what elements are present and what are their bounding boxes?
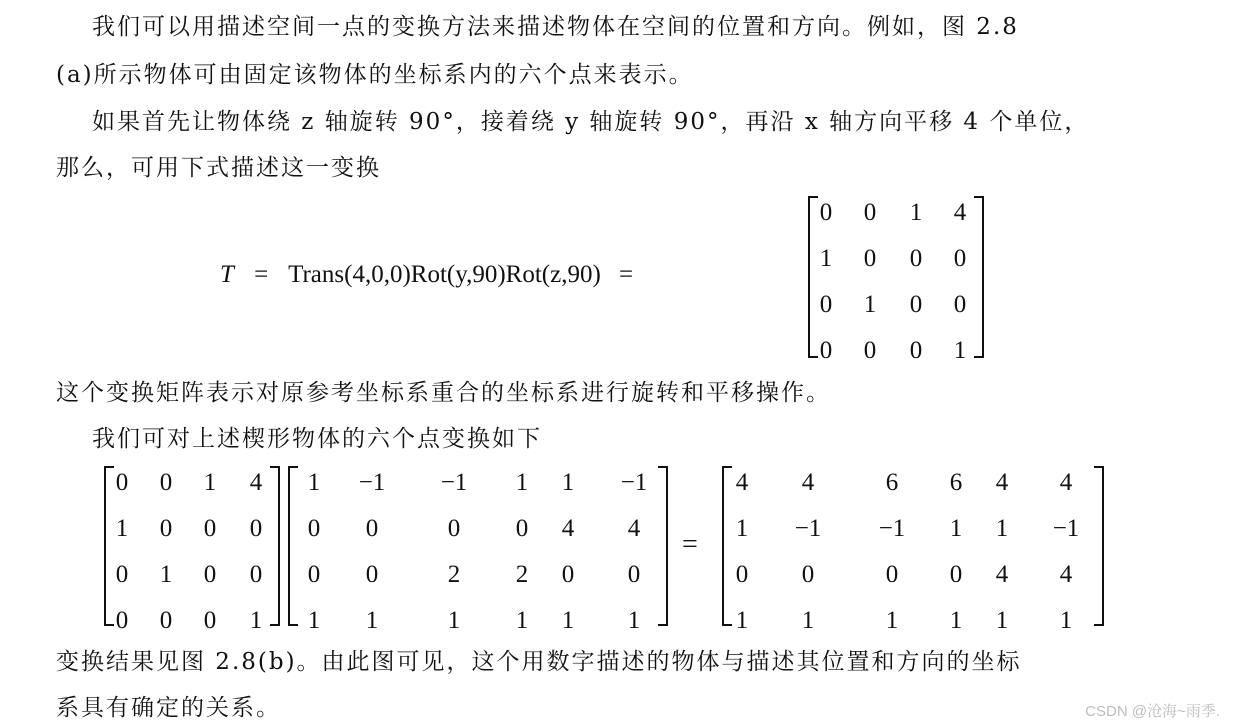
matrix-cell: 0 (627, 561, 641, 588)
equation-1-equals-2: = (619, 261, 634, 288)
matrix-cell: 6 (949, 469, 963, 496)
matrix-cell: 0 (203, 607, 217, 634)
matrix-cell: 1 (365, 607, 379, 634)
matrix-cell: 1 (515, 469, 529, 496)
equation-1-lhs (220, 260, 633, 290)
matrix-cell: 1 (995, 607, 1009, 634)
equation-1-equals: = (254, 261, 269, 288)
matrix-cell: 0 (307, 561, 321, 588)
matrix-cell: 1 (801, 607, 815, 634)
matrix-cell: −1 (1052, 515, 1080, 542)
equation-1-matrix (808, 196, 984, 364)
matrix-cell: 1 (307, 469, 321, 496)
matrix-cell: 0 (863, 337, 877, 364)
paragraph-4-line-1: 我们可对上述楔形物体的六个点变换如下 (92, 426, 542, 452)
matrix-cell: 1 (561, 607, 575, 634)
matrix-cell: 0 (159, 607, 173, 634)
matrix-cell: 4 (1059, 469, 1073, 496)
matrix-cell: 0 (819, 199, 833, 226)
matrix-cell: −1 (794, 515, 822, 542)
matrix-cell: 0 (365, 515, 379, 542)
matrix-cell: 0 (863, 245, 877, 272)
matrix-cell: 0 (115, 469, 129, 496)
matrix-cell: 0 (159, 469, 173, 496)
matrix-cell: 2 (447, 561, 461, 588)
matrix-cell: 1 (949, 515, 963, 542)
paragraph-3-line-1: 这个变换矩阵表示对原参考坐标系重合的坐标系进行旋转和平移操作。 (56, 380, 831, 406)
matrix-cell: 1 (735, 607, 749, 634)
matrix-cell: 6 (885, 469, 899, 496)
matrix-cell: 1 (995, 515, 1009, 542)
matrix-cell: 1 (249, 607, 263, 634)
matrix-cell: 0 (447, 515, 461, 542)
matrix-cell: 0 (909, 337, 923, 364)
matrix-cell: 1 (949, 607, 963, 634)
matrix-cell: 0 (819, 337, 833, 364)
right-bracket (658, 466, 668, 626)
matrix-cell: 0 (949, 561, 963, 588)
matrix-cell: 1 (115, 515, 129, 542)
matrix-cell: 1 (447, 607, 461, 634)
matrix-cell: 0 (885, 561, 899, 588)
equation-2-points-matrix (288, 466, 668, 634)
matrix-cell: −1 (440, 469, 468, 496)
equation-2-equals: = (682, 529, 698, 560)
matrix-cell: 0 (203, 561, 217, 588)
watermark: CSDN @沧海~雨季. (1085, 703, 1220, 720)
matrix-cell: 4 (995, 469, 1009, 496)
matrix-cell: 4 (561, 515, 575, 542)
matrix-cell: −1 (358, 469, 386, 496)
matrix-cell: 1 (1059, 607, 1073, 634)
matrix-cell: 1 (203, 469, 217, 496)
matrix-cell: 0 (801, 561, 815, 588)
right-bracket (1094, 466, 1104, 626)
matrix-cell: −1 (620, 469, 648, 496)
matrix-cell: 0 (115, 607, 129, 634)
matrix-cell: 1 (953, 337, 967, 364)
matrix-cell: 4 (735, 469, 749, 496)
paragraph-2-line-2: 那么，可用下式描述这一变换 (56, 155, 381, 181)
matrix-cell: 2 (515, 561, 529, 588)
paragraph-1-line-1: 我们可以用描述空间一点的变换方法来描述物体在空间的位置和方向。例如，图 2.8 (92, 14, 1019, 40)
matrix-cell: 1 (909, 199, 923, 226)
paragraph-2-line-1: 如果首先让物体绕 z 轴旋转 90°，接着绕 y 轴旋转 90°，再沿 x 轴方向平移 4 个单位， (92, 109, 1090, 135)
equation-1-expression: Trans(4,0,0)Rot(y,90)Rot(z,90) (288, 261, 601, 288)
matrix-cell: 0 (249, 561, 263, 588)
equation-2-result-matrix (722, 466, 1104, 634)
matrix-cell: 1 (627, 607, 641, 634)
matrix-cell: 4 (627, 515, 641, 542)
matrix-cell: 0 (307, 515, 321, 542)
matrix-cell: 1 (515, 607, 529, 634)
matrix-cell: 4 (801, 469, 815, 496)
paragraph-5-line-2: 系具有确定的关系。 (56, 695, 281, 721)
matrix-cell: 0 (863, 199, 877, 226)
matrix-cell: 4 (1059, 561, 1073, 588)
matrix-cell: 1 (735, 515, 749, 542)
equation-2-transform-matrix (104, 466, 280, 634)
matrix-cell: 0 (953, 245, 967, 272)
matrix-cell: 0 (735, 561, 749, 588)
matrix-cell: 0 (515, 515, 529, 542)
matrix-cell: 0 (365, 561, 379, 588)
matrix-cell: 1 (863, 291, 877, 318)
matrix-cell: 0 (909, 291, 923, 318)
matrix-cell: 1 (885, 607, 899, 634)
matrix-cell: 0 (203, 515, 217, 542)
equation-1-var: T (220, 261, 234, 288)
matrix-cell: 4 (953, 199, 967, 226)
paragraph-5-line-1: 变换结果见图 2.8(b)。由此图可见，这个用数字描述的物体与描述其位置和方向的坐标 (56, 649, 1022, 675)
matrix-cell: 1 (307, 607, 321, 634)
matrix-cell: 1 (819, 245, 833, 272)
matrix-cell: 0 (561, 561, 575, 588)
matrix-cell: 1 (159, 561, 173, 588)
matrix-cell: 0 (159, 515, 173, 542)
matrix-cell: 0 (909, 245, 923, 272)
matrix-cell: 0 (953, 291, 967, 318)
matrix-cell: 4 (995, 561, 1009, 588)
matrix-cell: 0 (249, 515, 263, 542)
matrix-cell: 0 (819, 291, 833, 318)
matrix-cell: 0 (115, 561, 129, 588)
paragraph-1-line-2: (a)所示物体可由固定该物体的坐标系内的六个点来表示。 (56, 62, 694, 88)
matrix-cell: 1 (561, 469, 575, 496)
matrix-cell: 4 (249, 469, 263, 496)
matrix-cell: −1 (878, 515, 906, 542)
